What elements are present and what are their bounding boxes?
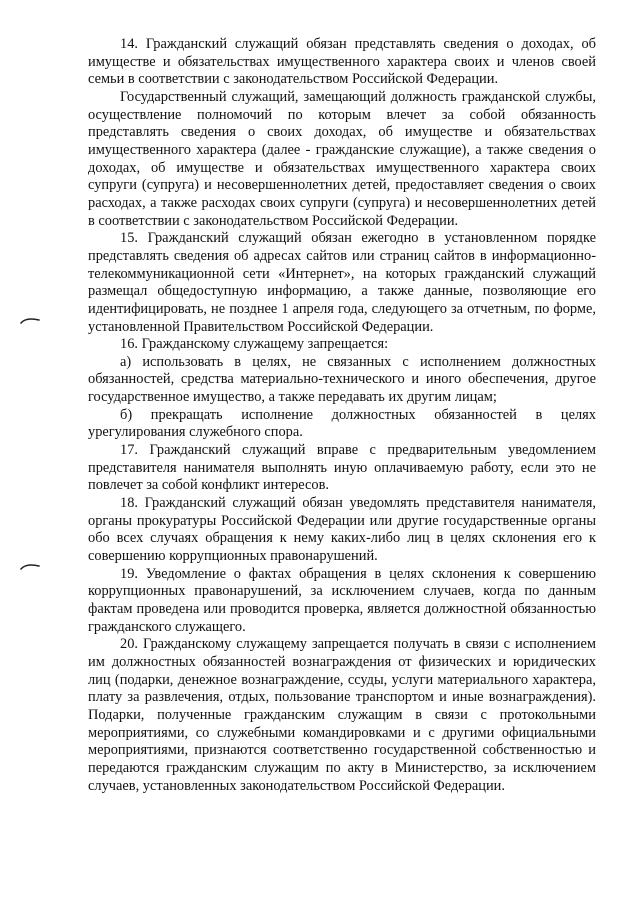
paragraph-18: 18. Гражданский служащий обязан уведомлять представителя нанимателя, органы прокуратуры Российской Федерации или другие государственные органы обо всех случаях обращения к нему каких-либо лиц в целях склонения его к совершению коррупционных правонарушений. <box>88 495 596 565</box>
paragraph-19: 19. Уведомление о фактах обращения в целях склонения к совершению коррупционных правонарушений, за исключением случаев, когда по данным фактам проведена или проводится проверка, является должностной обязанностью гражданского служащего. <box>88 565 596 635</box>
binding-hole-mark <box>20 316 40 324</box>
paragraph-16: 16. Гражданскому служащему запрещается: <box>120 336 389 353</box>
paragraph-state-servant-expenses: Государственный служащий, замещающий должность гражданской службы, осуществление полномочий по которым влечет за собой обязанность представлять сведения о своих доходах, об имуществе и обязательствах имущественного характера (далее - гражданские служащие), а также сведения о доходах, об имуществе и обязательствах имущественного характера своих супруги (супруга) и несовершеннолетних детей, предоставляет сведения о своих расходах, а также расходах своих супруги (супруга) и несовершеннолетних детей в соответствии с законодательством Российской Федерации. <box>88 88 596 229</box>
document-body <box>88 36 596 795</box>
binding-hole-mark <box>20 562 40 570</box>
paragraph-17: 17. Гражданский служащий вправе с предварительным уведомлением представителя нанимателя выполнять иную оплачиваемую работу, если это не повлечет за собой конфликт интересов. <box>88 442 596 494</box>
paragraph-15: 15. Гражданский служащий обязан ежегодно в установленном порядке представлять сведения об адресах сайтов или страниц сайтов в информационно-телекоммуникационной сети «Интернет», на которых гражданский служащий размещал общедоступную информацию, а также данные, позволяющие его идентифицировать, не позднее 1 апреля года, следующего за отчетным, по форме, установленной Правительством Российской Федерации. <box>88 230 596 335</box>
paragraph-20: 20. Гражданскому служащему запрещается получать в связи с исполнением им должностных обязанностей вознаграждения от физических и юридических лиц (подарки, денежное вознаграждение, ссуды, услуги материального характера, плату за развлечения, отдых, пользование транспортом и иные вознаграждения). Подарки, полученные гражданским служащим в связи с протокольными мероприятиями, со служебными командировками и с другими официальными мероприятиями, признаются соответственно государственной собственностью и передаются гражданским служащим по акту в Министерство, за исключением случаев, установленных законодательством Российской Федерации. <box>88 636 596 794</box>
paragraph-16-a: а) использовать в целях, не связанных с исполнением должностных обязанностей, средства материально-технического и иного обеспечения, другое государственное имущество, а также передавать их другим лицам; <box>88 353 596 406</box>
paragraph-16-b: б) прекращать исполнение должностных обязанностей в целях урегулирования служебного спора. <box>88 406 596 441</box>
paragraph-14: 14. Гражданский служащий обязан представлять сведения о доходах, об имуществе и обязательствах имущественного характера своих и членов своей семьи в соответствии с законодательством Российской Федерации. <box>88 36 596 88</box>
